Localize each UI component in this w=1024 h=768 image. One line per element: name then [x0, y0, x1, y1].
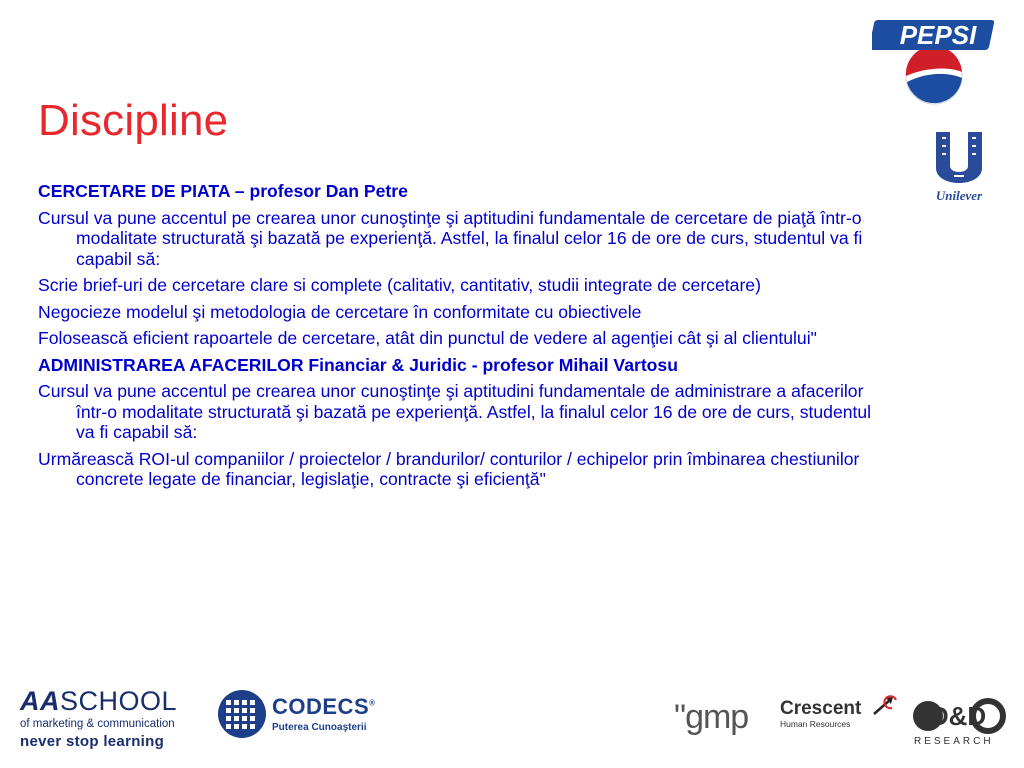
pepsi-wordmark: PEPSI	[899, 20, 977, 50]
crescent-arrow-icon	[872, 694, 898, 718]
crescent-subtitle: Human Resources	[780, 719, 851, 729]
codecs-registered-mark: ®	[369, 698, 376, 708]
school-aa-mark: AA	[20, 686, 60, 716]
dd-research-subtitle: RESEARCH	[914, 736, 994, 747]
body-paragraph: Cursul va pune accentul pe crearea unor cunoştinţe şi aptitudini fundamentale de administrare a afacerilor într-o modalitate structurată şi bazată pe experienţă. Astfel, la finalul celor 16 de ore de curs, studentul va fi capabil să:	[38, 381, 872, 442]
body-paragraph: Urmărească ROI-ul companiilor / proiectelor / brandurilor/ conturilor / echipelor prin îmbinarea chestiunilor concrete legate de financiar, legislaţie, contracte şi eficienţă"	[38, 448, 860, 489]
school-subtitle: of marketing & communication	[20, 718, 175, 730]
section-heading: ADMINISTRAREA AFACERILOR Financiar & Juridic - profesor Mihail Vartosu	[38, 354, 678, 375]
codecs-logo	[214, 686, 382, 746]
slide-title: Discipline	[38, 96, 229, 145]
school-logo	[20, 686, 198, 754]
crescent-wordmark: Crescent	[780, 698, 862, 719]
pepsi-logo	[872, 14, 1000, 106]
school-wordmark	[20, 686, 198, 717]
dd-research-mark-icon	[910, 696, 1006, 736]
codecs-grid-icon	[216, 688, 268, 740]
dd-research-mark: D&D	[929, 701, 987, 731]
codecs-wordmark	[272, 694, 376, 720]
codecs-subtitle: Puterea Cunoaşterii	[272, 722, 367, 733]
unilever-u-icon	[924, 128, 994, 206]
unilever-wordmark: Unilever	[935, 188, 983, 203]
unilever-logo	[924, 128, 994, 206]
gmp-logo	[674, 698, 770, 738]
crescent-logo	[780, 698, 898, 742]
section-heading: CERCETARE DE PIATA – profesor Dan Petre	[38, 181, 408, 201]
slide-content	[38, 181, 888, 496]
codecs-name: CODECS	[272, 694, 370, 719]
body-paragraph: Negocieze modelul şi metodologia de cercetare în conformitate cu obiectivele	[38, 301, 642, 322]
body-paragraph: Folosească eficient rapoartele de cercetare, atât din punctul de vedere al agenţiei cât şi al clientului"	[38, 328, 817, 348]
body-paragraph: Cursul va pune accentul pe crearea unor cunoştinţe şi aptitudini fundamentale de cercetare de piaţă într-o modalitate structurată şi bazată pe experienţă. Astfel, la finalul celor 16 de ore de curs, studentul va fi capabil să:	[38, 207, 863, 269]
dd-research-logo	[910, 696, 1006, 752]
school-name: SCHOOL	[60, 686, 178, 716]
school-tagline: never stop learning	[20, 733, 165, 750]
gmp-wordmark: "gmp	[674, 698, 749, 736]
body-paragraph: Scrie brief-uri de cercetare clare si complete (calitativ, cantitativ, studii integrate de cercetare)	[38, 275, 761, 295]
pepsi-globe-icon	[872, 14, 1000, 106]
